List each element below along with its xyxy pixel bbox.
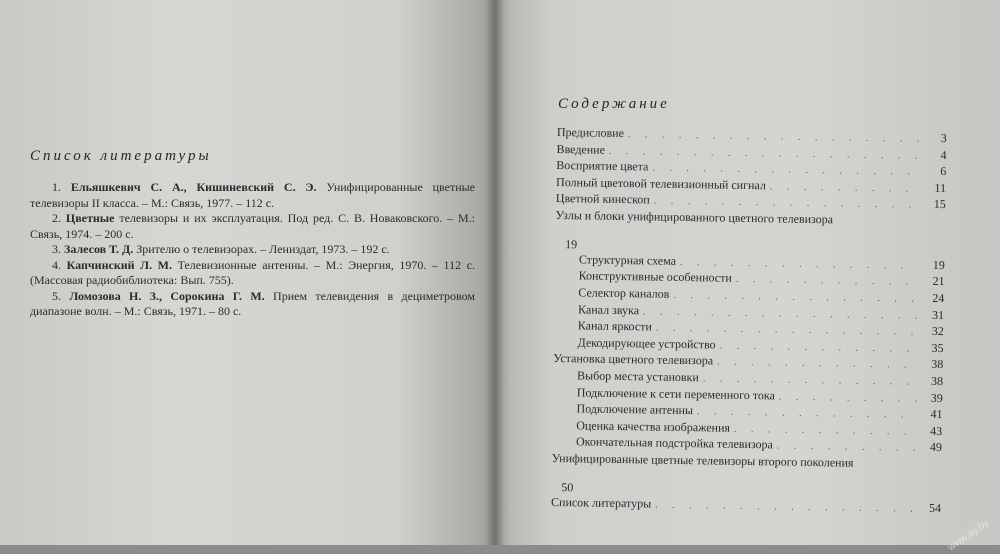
toc-leader bbox=[770, 180, 920, 197]
reference-authors: Цветные bbox=[65, 211, 115, 225]
reference-text: Телевизионные антенны. – М.: Энергия, 1970. – 112 с. (Массовая радиобиблиотека: Вып. 755). bbox=[30, 257, 475, 287]
toc-entry-title: Узлы и блоки унифицированного цветного телевизора bbox=[555, 207, 834, 227]
references-heading: Список литературы bbox=[30, 148, 212, 164]
toc-leader bbox=[736, 273, 919, 290]
reference-item bbox=[30, 258, 475, 289]
toc-page-number: 50 bbox=[561, 480, 574, 495]
toc-entry-title: Конструктивные особенности bbox=[578, 268, 732, 286]
toc-entry-title: Декодирующее устройство bbox=[577, 335, 716, 352]
left-page bbox=[0, 0, 495, 545]
toc-entry-title: Полный цветовой телевизионный сигнал bbox=[555, 174, 767, 193]
toc-entry-title: Подключение к сети переменного тока bbox=[576, 384, 776, 402]
reference-text: телевизоры и их эксплуатация. Под ред. С. В. Новаковского. – М.: Связь, 1974. – 200 с. bbox=[30, 211, 475, 241]
watermark: www.ay.by bbox=[946, 517, 991, 554]
reference-authors: Залесов Т. Д. bbox=[64, 242, 134, 256]
reference-number: 3. bbox=[52, 242, 61, 256]
toc-entry-title: Окончательная подстройка телевизора bbox=[575, 434, 774, 452]
reference-item bbox=[30, 289, 475, 320]
toc-leader bbox=[719, 339, 917, 357]
toc-entry-title: Структурная схема bbox=[578, 252, 677, 268]
toc-entry-title: Выбор места установки bbox=[576, 368, 699, 385]
toc-page-number: 3 bbox=[940, 131, 947, 146]
toc-entry-title: Канал яркости bbox=[577, 318, 653, 334]
toc-page-number: 15 bbox=[933, 197, 946, 212]
toc-page-number: 38 bbox=[930, 373, 944, 389]
reference-number: 5. bbox=[52, 288, 61, 303]
reference-number: 1. bbox=[52, 180, 61, 194]
toc-entry-title: Установка цветного телевизора bbox=[553, 351, 714, 368]
toc-leader bbox=[779, 390, 917, 407]
toc-entry-title: Канал звука bbox=[578, 301, 640, 317]
toc-page-number: 6 bbox=[940, 164, 947, 179]
toc-entry-title: Восприятие цвета bbox=[556, 158, 649, 174]
toc-page-number: 49 bbox=[929, 440, 943, 455]
toc-entry-title: Список литературы bbox=[550, 494, 652, 511]
toc-page-number: 21 bbox=[932, 274, 945, 289]
toc-page-number: 43 bbox=[930, 423, 943, 438]
reference-number: 2. bbox=[52, 211, 61, 225]
toc-entry bbox=[555, 208, 946, 258]
reference-item bbox=[30, 242, 475, 258]
toc-page-number: 54 bbox=[928, 500, 942, 515]
toc-entry-title: Подключение антенны bbox=[576, 401, 694, 418]
toc-entry-title: Унифицированные цветные телевизоры второго поколения bbox=[551, 450, 854, 470]
reference-number: 4. bbox=[52, 257, 61, 272]
toc-leader bbox=[717, 356, 917, 374]
toc-page-number: 19 bbox=[565, 237, 578, 252]
reference-authors: Ельяшкевич С. А., Кишиневский С. Э. bbox=[70, 180, 317, 194]
table-of-contents bbox=[551, 125, 947, 517]
toc-page-number: 4 bbox=[940, 147, 947, 162]
reference-text: Прием телевидения в дециметровом диапазоне волн. – М.: Связь, 1971. – 80 с. bbox=[30, 288, 475, 318]
reference-text: Зрителю о телевизорах. – Лениздат, 1973. – 192 с. bbox=[133, 242, 390, 256]
toc-page-number: 35 bbox=[931, 340, 944, 355]
toc-page-number: 31 bbox=[931, 307, 945, 322]
reference-text: Унифицированные цветные телевизоры II класса. – М.: Связь, 1977. – 112 с. bbox=[30, 180, 476, 210]
contents-heading: Содержание bbox=[558, 96, 670, 112]
toc-entry bbox=[551, 451, 942, 501]
toc-page-number: 19 bbox=[932, 257, 945, 272]
toc-page-number: 11 bbox=[934, 180, 947, 195]
toc-entry-title: Предисловие bbox=[556, 125, 625, 141]
toc-entry-title: Селектор каналов bbox=[578, 285, 670, 301]
toc-entry-title: Цветной кинескоп bbox=[555, 191, 650, 207]
reference-authors: Ломозова Н. З., Сорокина Г. М. bbox=[69, 288, 265, 303]
reference-item bbox=[30, 180, 475, 211]
book-gutter bbox=[486, 0, 504, 545]
toc-page-number: 39 bbox=[930, 390, 943, 405]
toc-page-number: 38 bbox=[931, 357, 944, 372]
references-list bbox=[30, 180, 475, 320]
toc-entry-title: Введение bbox=[556, 141, 606, 157]
toc-page-number: 24 bbox=[932, 290, 945, 306]
toc-page-number: 41 bbox=[930, 406, 943, 422]
reference-authors: Капчинский Л. М. bbox=[66, 257, 173, 272]
reference-item bbox=[30, 211, 475, 242]
toc-entry-title: Оценка качества изображения bbox=[576, 418, 731, 435]
toc-page-number: 32 bbox=[931, 324, 944, 339]
